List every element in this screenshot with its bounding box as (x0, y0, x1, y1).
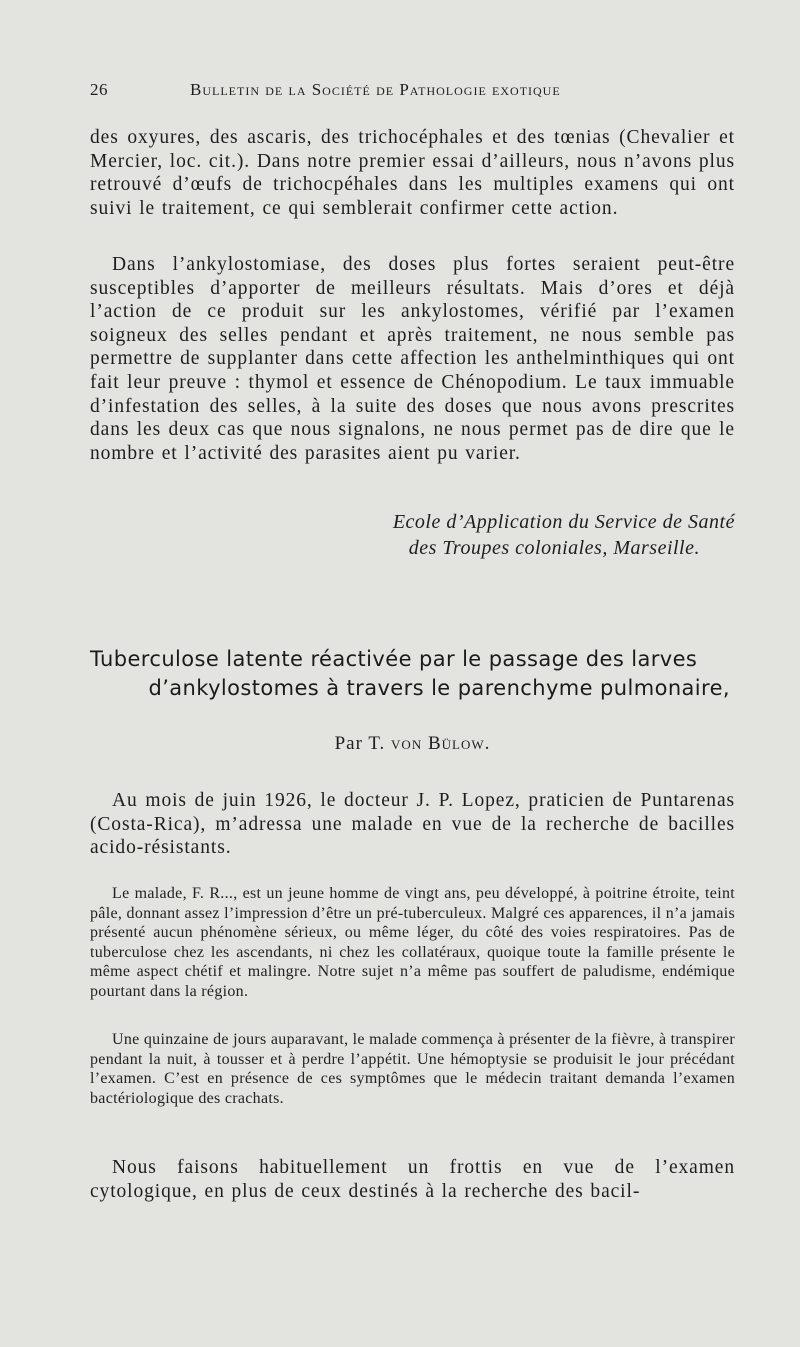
paragraph-continuation: des oxyures, des ascaris, des trichocéphales et des tœnias (Chevalier et Mercier, loc. cit.). Dans notre premier essai d’ailleurs, nous n’avons plus retrouvé d’œufs de trichocpéhales dans les multiples examens qui ont suivi le traitement, ce qui semblerait confirmer cette action. (90, 127, 735, 219)
page-number: 26 (90, 80, 108, 99)
affiliation-line-2: des Troupes coloniales, Marseille. (408, 537, 700, 559)
article-title-line-2: d’ankylostomes à travers le parenchyme pulmonaire, (148, 676, 730, 700)
journal-title: Bulletin de la Société de Pathologie exotique (190, 80, 561, 99)
case-symptoms-paragraph: Une quinzaine de jours auparavant, le malade commença à présenter de la fièvre, à transpirer pendant la nuit, à tousser et à perdre l’appétit. Une hémoptysie se produisit le jour précédant l’examen. C’est en présence de ces symptômes que le médecin traitant demanda l’examen bactériologique des crachats. (90, 1031, 735, 1107)
paragraph-intro: Au mois de juin 1926, le docteur J. P. Lopez, praticien de Puntarenas (Costa-Rica), m’adressa une malade en vue de la recherche de bacilles acido-résistants. (90, 790, 735, 859)
running-head (90, 80, 735, 104)
paragraph-ankylostomiase: Dans l’ankylostomiase, des doses plus fortes seraient peut-être susceptibles d’apporter de meilleurs résultats. Mais d’ores et déjà l’action de ce produit sur les ankylostomes, vérifié par l’examen soigneux des selles pendant et après traitement, ne nous semble pas permettre de supplanter dans cette affection les anthelminthiques qui ont fait leur preuve : thymol et essence de Chénopodium. Le taux immuable d’infestation des selles, à la suite des doses que nous avons prescrites dans les deux cas que nous signalons, ne nous permet pas de dire que le nombre et l’activité des parasites aient pu varier. (90, 254, 735, 464)
affiliation-line-1: Ecole d’Application du Service de Santé (392, 511, 735, 533)
byline-author-name: Bülow. (427, 733, 491, 754)
case-description-paragraph: Le malade, F. R..., est un jeune homme de vingt ans, peu développé, à poitrine étroite, teint pâle, donnant assez l’impression d’être un pré-tuberculeux. Malgré ces apparences, il n’a jamais présenté aucun phénomène sérieux, ou même léger, du côté des voies respiratoires. Pas de tuberculose chez les ascendants, ni chez les collatéraux, quoique toute la famille présente le même aspect chétif et malingre. Notre sujet n’a même pas souffert de paludisme, endémique pourtant dans la région. (90, 885, 735, 1000)
author-byline (90, 733, 735, 755)
paragraph-method: Nous faisons habituellement un frottis en vue de l’examen cytologique, en plus de ceux destinés à la recherche des bacil- (90, 1157, 735, 1202)
byline-prefix: Par T. (334, 733, 386, 754)
byline-particle: von (391, 733, 423, 754)
article-title-line-1: Tuberculose latente réactivée par le passage des larves (90, 647, 698, 671)
